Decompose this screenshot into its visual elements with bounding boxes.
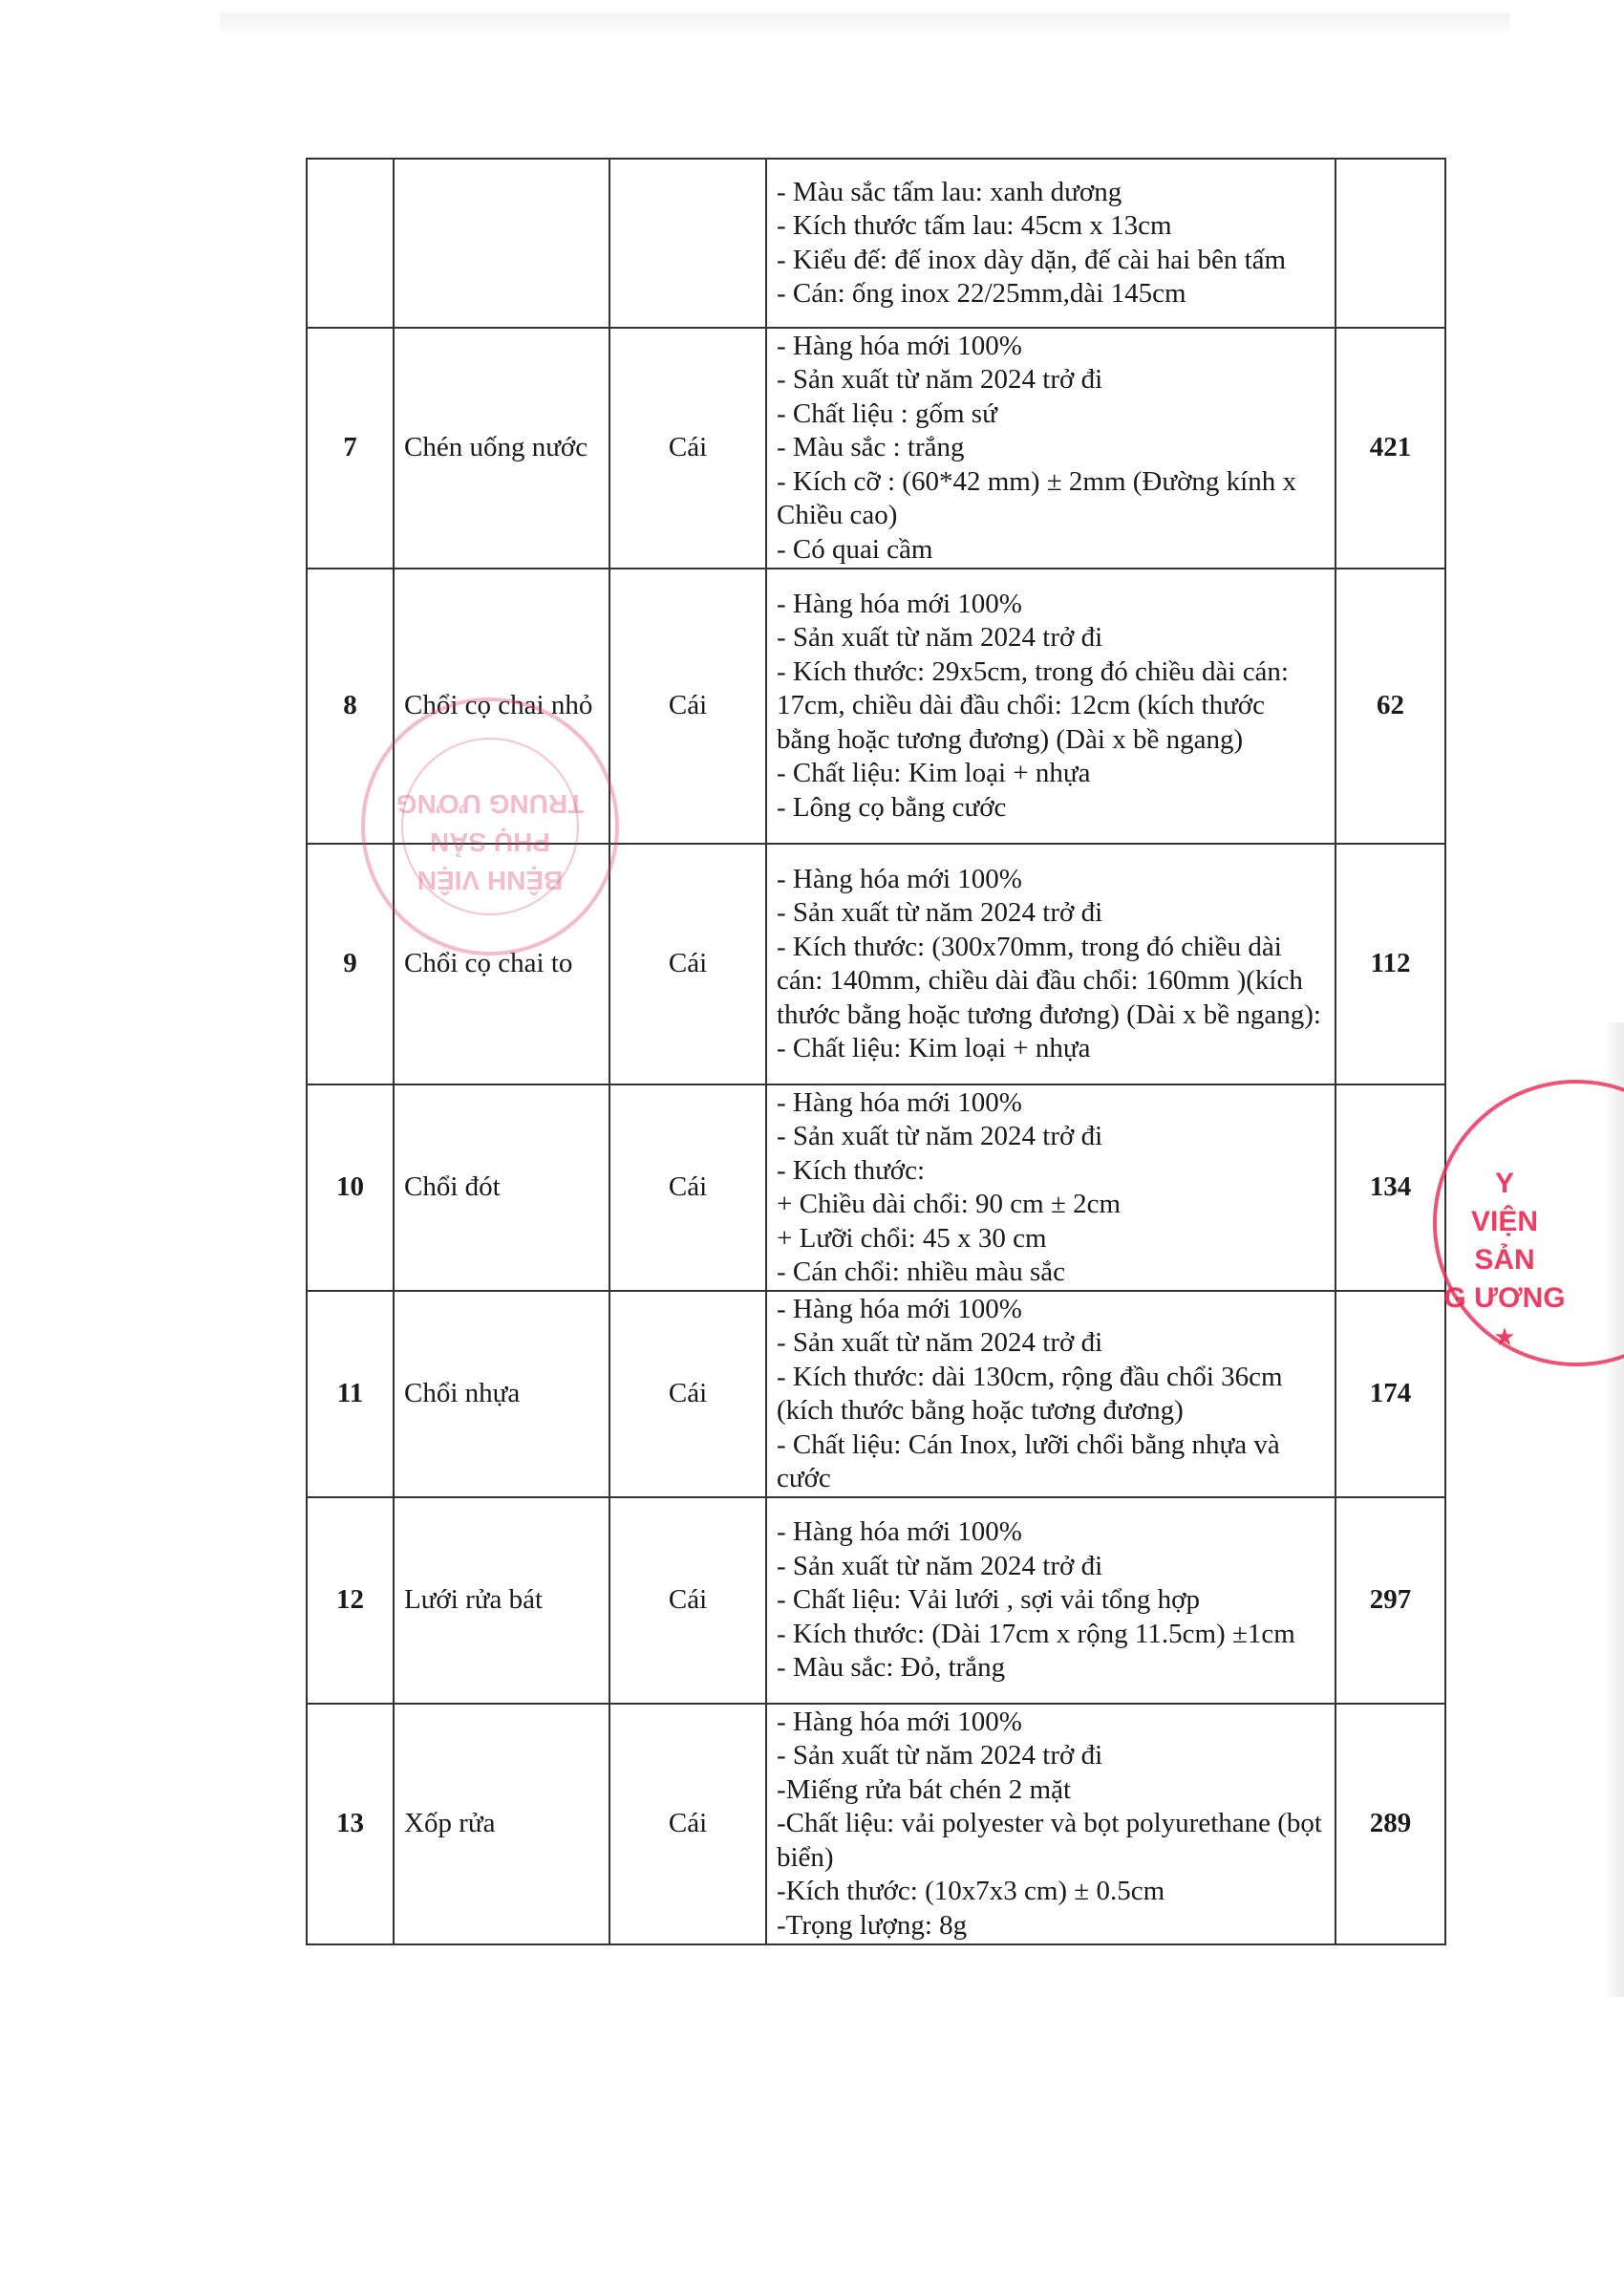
row-number-cell: 13 — [307, 1704, 394, 1944]
seal-inner-ring — [401, 738, 579, 915]
spec-line: -Miếng rửa bát chén 2 mặt — [777, 1773, 1072, 1805]
red-seal-line-1: Y — [1494, 1168, 1514, 1199]
row-number-cell: 10 — [307, 1084, 394, 1291]
spec-line: - Lông cọ bằng cước — [777, 791, 1007, 823]
specification-cell — [766, 1084, 1336, 1291]
spec-line: - Chất liệu: Kim loại + nhựa — [777, 1033, 1091, 1063]
unit-cell: Cái — [609, 569, 766, 844]
quantity-cell: 134 — [1336, 1084, 1445, 1291]
item-name-cell: Chổi đót — [394, 1084, 609, 1291]
table-row — [307, 159, 1445, 328]
specification-cell — [766, 1291, 1336, 1497]
spec-line: - Hàng hóa mới 100% — [777, 1293, 1022, 1324]
spec-line: - Kích thước: dài 130cm, rộng đầu chổi 36cm (kích thước bằng hoặc tương đương) — [777, 1361, 1283, 1426]
spec-line: - Cán chổi: nhiều màu sắc — [777, 1256, 1065, 1287]
table-row — [307, 1291, 1445, 1497]
spec-line: - Sản xuất từ năm 2024 trở đi — [777, 897, 1103, 928]
row-number-cell: 7 — [307, 328, 394, 569]
spec-line: - Hàng hóa mới 100% — [777, 1706, 1022, 1737]
unit-cell: Cái — [609, 1497, 766, 1704]
item-name-cell — [394, 159, 609, 328]
scan-shadow-top — [220, 13, 1509, 38]
red-seal-line-3: SẢN — [1474, 1244, 1535, 1276]
item-name-cell: Chổi cọ chai nhỏ — [394, 569, 609, 844]
quantity-cell: 421 — [1336, 328, 1445, 569]
table-row — [307, 1704, 1445, 1944]
specification-cell — [766, 569, 1336, 844]
quantity-cell: 289 — [1336, 1704, 1445, 1944]
seal-line-2: PHỤ SẢN — [430, 827, 551, 857]
spec-line: - Hàng hóa mới 100% — [777, 1516, 1022, 1548]
spec-line: - Hàng hóa mới 100% — [777, 1086, 1022, 1118]
quantity-cell: 62 — [1336, 569, 1445, 844]
item-name-cell: Xốp rửa — [394, 1704, 609, 1944]
spec-line: - Sản xuất từ năm 2024 trở đi — [777, 1550, 1103, 1581]
spec-line: - Kiểu đế: đế inox dày dặn, đế cài hai bên tấm — [777, 244, 1287, 275]
specification-cell — [766, 159, 1336, 328]
specification-cell — [766, 328, 1336, 569]
red-seal-line-4: G ƯƠNG — [1443, 1282, 1566, 1314]
spec-line: - Hàng hóa mới 100% — [777, 330, 1022, 361]
unit-cell: Cái — [609, 1704, 766, 1944]
spec-line: - Kích thước: — [777, 1154, 926, 1186]
item-name-cell: Chổi nhựa — [394, 1291, 609, 1497]
seal-line-3: TRUNG ƯƠNG — [395, 789, 585, 819]
quantity-cell: 112 — [1336, 844, 1445, 1084]
row-number-cell — [307, 159, 394, 328]
row-number-cell: 9 — [307, 844, 394, 1084]
spec-line: + Chiều dài chổi: 90 cm ± 2cm — [777, 1189, 1122, 1219]
row-number-cell: 8 — [307, 569, 394, 844]
spec-line: - Có quai cầm — [777, 533, 933, 565]
table-row — [307, 1497, 1445, 1704]
unit-cell: Cái — [609, 844, 766, 1084]
faded-seal-stamp — [361, 698, 619, 955]
unit-cell: Cái — [609, 1084, 766, 1291]
star-icon: ★ — [1493, 1322, 1516, 1351]
spec-line: - Chất liệu: Kim loại + nhựa — [777, 758, 1091, 789]
spec-line: - Chất liệu : gốm sứ — [777, 397, 997, 429]
red-seal-stamp — [1433, 1080, 1624, 1366]
spec-line: + Lưỡi chổi: 45 x 30 cm — [777, 1222, 1047, 1254]
specification-cell — [766, 844, 1336, 1084]
specification-cell — [766, 1497, 1336, 1704]
row-number-cell: 11 — [307, 1291, 394, 1497]
unit-cell: Cái — [609, 328, 766, 569]
spec-line: - Kích thước tấm lau: 45cm x 13cm — [777, 210, 1172, 241]
table-row — [307, 328, 1445, 569]
spec-line: - Màu sắc tấm lau: xanh dương — [777, 176, 1122, 207]
item-name-cell: Chén uống nước — [394, 328, 609, 569]
spec-line: - Kích thước: 29x5cm, trong đó chiều dài cán: 17cm, chiều dài đầu chổi: 12cm (kích thước bằng hoặc tương đương) (Dài x bề ngang) — [777, 655, 1289, 755]
spec-line: - Sản xuất từ năm 2024 trở đi — [777, 1327, 1103, 1358]
red-seal-line-2: VIỆN — [1470, 1206, 1539, 1237]
quantity-cell: 174 — [1336, 1291, 1445, 1497]
spec-line: - Màu sắc: Đỏ, trắng — [777, 1652, 1006, 1684]
quantity-cell: 297 — [1336, 1497, 1445, 1704]
specification-cell — [766, 1704, 1336, 1944]
spec-line: - Cán: ống inox 22/25mm,dài 145cm — [777, 278, 1186, 309]
goods-spec-table — [306, 158, 1446, 1945]
spec-line: - Sản xuất từ năm 2024 trở đi — [777, 1121, 1103, 1151]
spec-line: - Kích thước: (300x70mm, trong đó chiều dài cán: 140mm, chiều dài đầu chổi: 160mm )(kích thước bằng hoặc tương đương) (Dài x bề ngang): — [777, 931, 1321, 1030]
spec-line: - Hàng hóa mới 100% — [777, 863, 1022, 894]
spec-line: -Trọng lượng: 8g — [777, 1909, 968, 1941]
spec-line: - Hàng hóa mới 100% — [777, 588, 1022, 619]
seal-line-1: BỆNH VIỆN — [417, 866, 564, 895]
table-row — [307, 1084, 1445, 1291]
spec-line: -Chất liệu: vải polyester và bọt polyurethane (bọt biển) — [777, 1808, 1322, 1873]
unit-cell: Cái — [609, 1291, 766, 1497]
spec-line: - Kích cỡ : (60*42 mm) ± 2mm (Đường kính x Chiều cao) — [777, 465, 1296, 531]
item-name-cell: Lưới rửa bát — [394, 1497, 609, 1704]
spec-line: - Sản xuất từ năm 2024 trở đi — [777, 364, 1103, 396]
quantity-cell — [1336, 159, 1445, 328]
spec-line: - Chất liệu: Vải lưới , sợi vải tổng hợp — [777, 1584, 1200, 1616]
spec-line: - Sản xuất từ năm 2024 trở đi — [777, 1740, 1103, 1771]
spec-line: - Sản xuất từ năm 2024 trở đi — [777, 622, 1103, 654]
spec-line: - Kích thước: (Dài 17cm x rộng 11.5cm) ±1cm — [777, 1618, 1295, 1649]
spec-line: - Chất liệu: Cán Inox, lưỡi chổi bằng nhựa và cước — [777, 1428, 1280, 1493]
table-body — [307, 159, 1445, 1944]
item-name-cell: Chổi cọ chai to — [394, 844, 609, 1084]
spec-line: - Màu sắc : trắng — [777, 432, 965, 463]
spec-line: -Kích thước: (10x7x3 cm) ± 0.5cm — [777, 1876, 1165, 1907]
row-number-cell: 12 — [307, 1497, 394, 1704]
unit-cell — [609, 159, 766, 328]
